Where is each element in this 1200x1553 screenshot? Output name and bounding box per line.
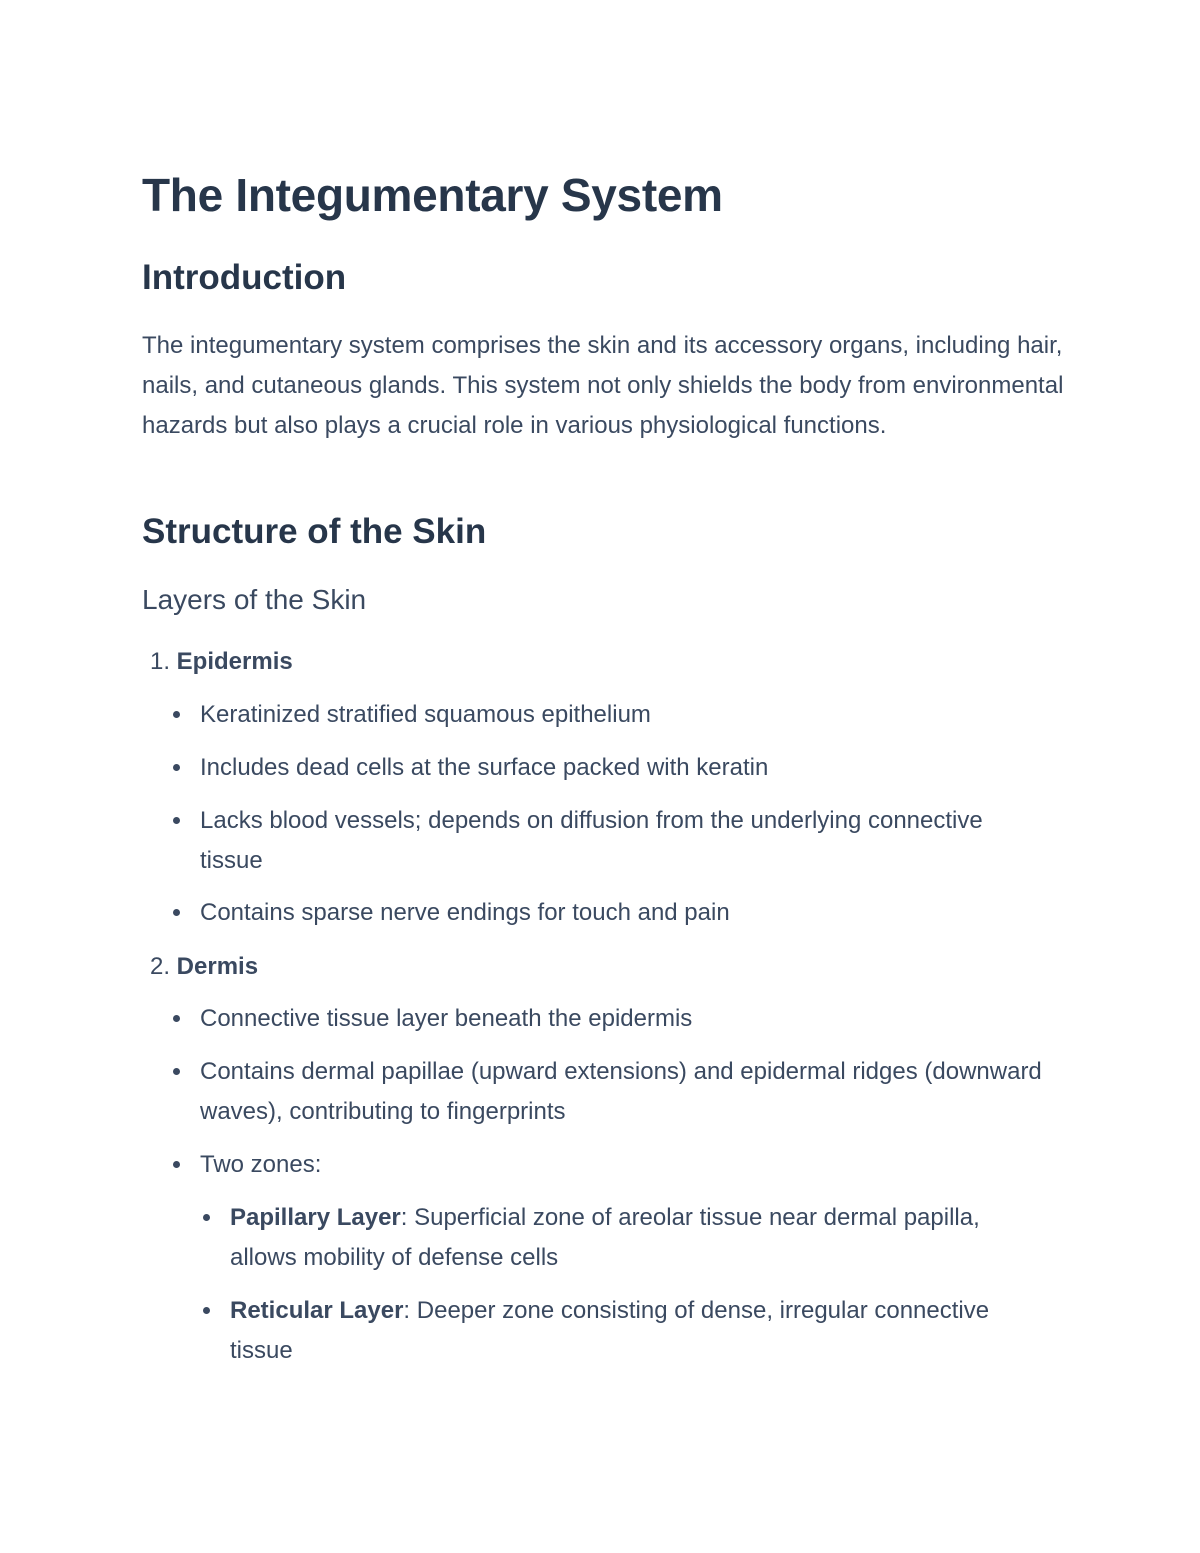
zone-text: : Superficial zone of areolar tissue near dermal papilla, allows mobility of defense cells [230,1204,980,1271]
list-item-nested [230,1291,990,1371]
introduction-heading: Introduction [142,258,347,297]
layer-number: 1. [149,648,170,675]
list-item [200,1052,1050,1132]
bullet-icon [173,1161,180,1168]
bullet-icon [173,1068,180,1075]
bullet-icon [203,1214,210,1221]
list-item-nested [230,1198,1020,1278]
bullet-icon [173,764,180,771]
zone-name: Papillary Layer [230,1204,401,1231]
list-item-text: Contains dermal papillae (upward extensions) and epidermal ridges (downward waves), contributing to fingerprints [200,1058,1042,1125]
layer-item-epidermis [142,642,293,682]
layer-name: Dermis [176,953,259,980]
list-item [200,893,1080,933]
page-title: The Integumentary System [142,169,723,221]
bullet-icon [203,1307,210,1314]
zone-text: : Deeper zone consisting of dense, irregular connective tissue [230,1297,990,1364]
layer-name: Epidermis [176,648,293,675]
list-item-text: Connective tissue layer beneath the epidermis [200,1005,693,1032]
list-item [200,748,1080,788]
list-item [200,1145,1080,1185]
list-item [200,999,1080,1039]
layers-subheading: Layers of the Skin [142,584,367,615]
layer-number: 2. [149,953,170,980]
bullet-icon [173,711,180,718]
list-item [200,801,990,881]
list-item [200,695,1080,735]
list-item-text: Keratinized stratified squamous epithelium [200,701,651,728]
list-item-text: Contains sparse nerve endings for touch and pain [200,899,730,926]
structure-heading: Structure of the Skin [142,512,487,551]
bullet-icon [173,1015,180,1022]
list-item-text: Includes dead cells at the surface packed with keratin [200,754,769,781]
zone-name: Reticular Layer [230,1297,404,1324]
bullet-icon [173,909,180,916]
list-item-text: Lacks blood vessels; depends on diffusion from the underlying connective tissue [200,807,983,874]
list-item-text: Two zones: [200,1151,322,1178]
bullet-icon [173,817,180,824]
introduction-paragraph: The integumentary system comprises the skin and its accessory organs, including hair, nails, and cutaneous glands. This system not only shields the body from environmental hazards but also plays a crucial role in various physiological functions. [142,332,1064,439]
layer-item-dermis [142,947,258,987]
